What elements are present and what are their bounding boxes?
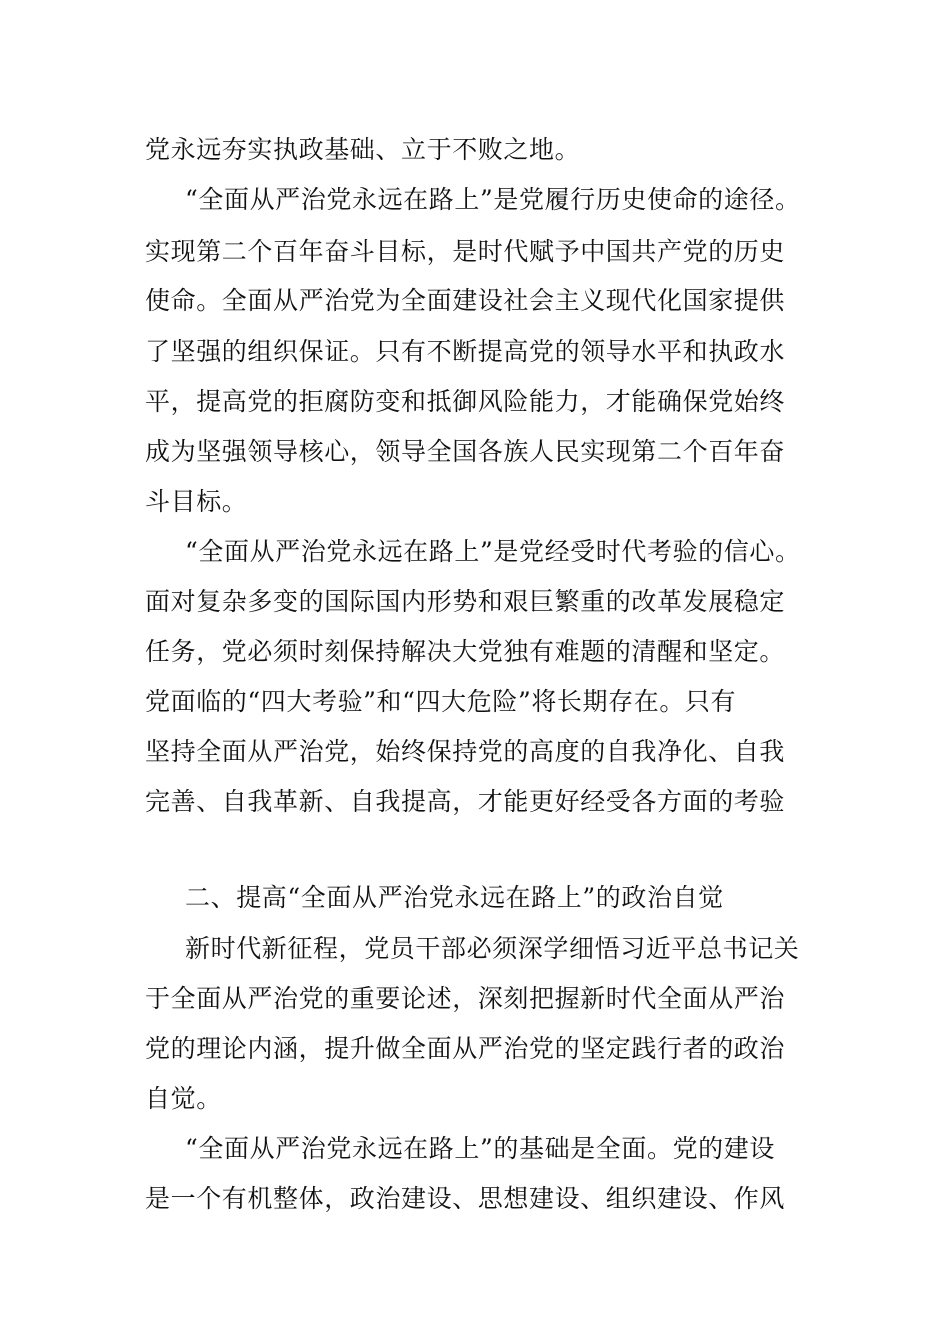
text-line-12: 党面临的“四大考验”和“四大危险”将长期存在。只有 — [145, 687, 737, 716]
text-line-19: 自觉。 — [145, 1084, 222, 1113]
paragraph-start-line: “全面从严治党永远在路上”的基础是全面。党的建设 — [185, 1134, 775, 1163]
text-line-4: 使命。全面从严治党为全面建设社会主义现代化国家提供 — [145, 286, 786, 315]
text-line-6: 平，提高党的拒腐防变和抵御风险能力，才能确保党始终 — [145, 387, 786, 416]
section-heading: 二、提高“全面从严治党永远在路上”的政治自觉 — [185, 883, 724, 912]
text-line-18: 党的理论内涵，提升做全面从严治党的坚定践行者的政治 — [145, 1034, 786, 1063]
text-line-7: 成为坚强领导核心，领导全国各族人民实现第二个百年奋 — [145, 437, 786, 466]
text-line-8: 斗目标。 — [145, 487, 248, 516]
paragraph-start-line: “全面从严治党永远在路上”是党履行历史使命的途径。 — [185, 185, 801, 214]
paragraph-start-line: “全面从严治党永远在路上”是党经受时代考验的信心。 — [185, 537, 801, 566]
paragraph-start-line: 新时代新征程，党员干部必须深学细悟习近平总书记关 — [185, 934, 800, 963]
text-line-17: 于全面从严治党的重要论述，深刻把握新时代全面从严治 — [145, 984, 786, 1013]
text-line-10: 面对复杂多变的国际国内形势和艰巨繁重的改革发展稳定 — [145, 587, 786, 616]
text-line-21: 是一个有机整体，政治建设、思想建设、组织建设、作风 — [145, 1184, 786, 1213]
text-line-13: 坚持全面从严治党，始终保持党的高度的自我净化、自我 — [145, 737, 786, 766]
text-line-11: 任务，党必须时刻保持解决大党独有难题的清醒和坚定。 — [145, 637, 786, 666]
text-line-14: 完善、自我革新、自我提高，才能更好经受各方面的考验 — [145, 787, 786, 816]
text-line-1: 党永远夯实执政基础、立于不败之地。 — [145, 135, 581, 164]
text-line-5: 了坚强的组织保证。只有不断提高党的领导水平和执政水 — [145, 337, 786, 366]
text-line-3: 实现第二个百年奋斗目标，是时代赋予中国共产党的历史 — [145, 237, 786, 266]
